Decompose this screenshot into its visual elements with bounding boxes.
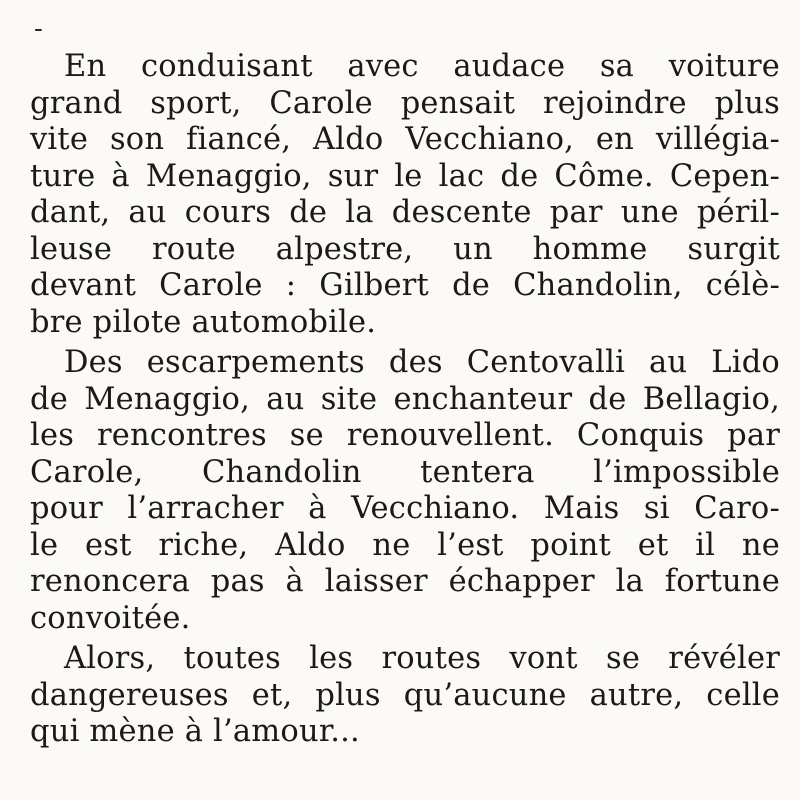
text-line: ture à Menaggio, sur le lac de Côme. Cepen-: [30, 158, 780, 194]
text-line: Alors, toutes les routes vont se révéler: [64, 641, 780, 676]
text-line: grand sport, Carole pensait rejoindre plus: [30, 85, 780, 121]
text-line: les rencontres se renouvellent. Conquis par: [30, 418, 780, 453]
text-line: vite son fiancé, Aldo Vecchiano, en villégia-: [30, 122, 780, 157]
text-line: dant, au cours de la descente par une péril-: [30, 195, 780, 230]
text-line: dangereuses et, plus qu’aucune autre, celle: [30, 677, 780, 713]
text-line: leuse route alpestre, un homme surgit: [30, 231, 780, 267]
text-line: devant Carole : Gilbert de Chandolin, célè-: [30, 268, 780, 303]
paragraph-3: [30, 641, 780, 751]
text-line: renoncera pas à laisser échapper la fortune: [30, 564, 780, 599]
text-line: En conduisant avec audace sa voiture: [64, 49, 780, 84]
text-line: Des escarpements des Centovalli au Lido: [64, 345, 780, 380]
paragraph-1: [30, 49, 780, 341]
text-line: de Menaggio, au site enchanteur de Bellagio,: [30, 381, 780, 417]
paragraph-2: [30, 345, 780, 637]
body-text: [30, 49, 780, 751]
text-line: pour l’arracher à Vecchiano. Mais si Caro-: [30, 491, 780, 526]
text-line: qui mène à l’amour...: [30, 714, 360, 749]
text-line: bre pilote automobile.: [30, 304, 377, 340]
text-line: convoitée.: [30, 600, 191, 636]
text-line: Carole, Chandolin tentera l’impossible: [30, 454, 780, 490]
dash-mark: -: [34, 14, 43, 44]
text-line: le est riche, Aldo ne l’est point et il ne: [30, 527, 780, 563]
